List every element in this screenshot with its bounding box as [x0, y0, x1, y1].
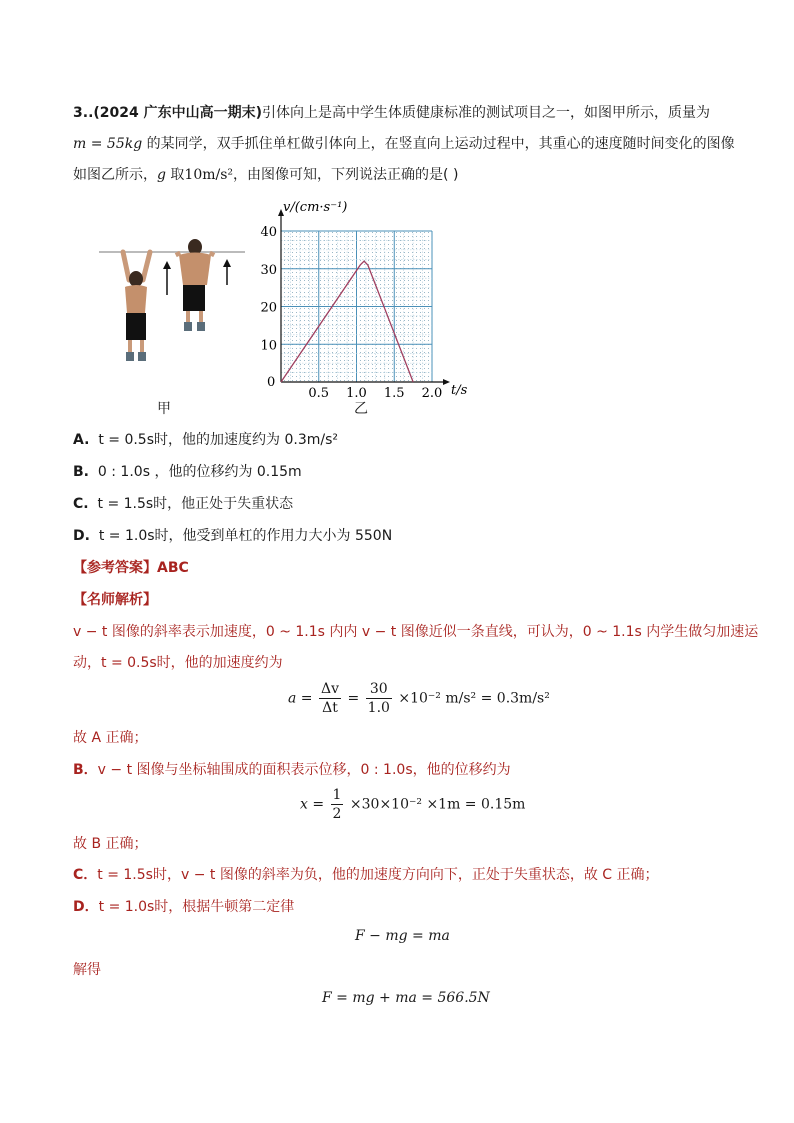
x-tick-label: 0.5	[308, 386, 330, 400]
chart-origin-label: 0	[267, 375, 276, 390]
option-d	[73, 526, 723, 546]
vt-chart	[255, 195, 475, 400]
a-conclusion: 故 A 正确；	[73, 730, 148, 746]
equation-displacement	[300, 786, 525, 823]
eq2-num: 1	[332, 787, 342, 803]
eq1-fraction-1	[319, 680, 341, 717]
analysis-para-1: v − t 图像的斜率表示加速度，0 ~ 1.1s 内内 v − t 图像近似一条直线，可认为，0 ~ 1.1s 内学生做匀加速运	[73, 624, 759, 640]
analysis-d	[73, 897, 723, 917]
eq2-den: 2	[332, 806, 342, 822]
figure-caption-left: 甲	[157, 401, 171, 417]
pullup-illustration	[95, 235, 245, 370]
question-source: .(2024 广东中山高一期末)	[88, 105, 263, 121]
x-tick-label: 1.0	[346, 386, 367, 400]
equation-force: F = mg + ma = 566.5N	[322, 990, 490, 1006]
question-line-3	[73, 165, 723, 185]
y-tick-label: 30	[260, 262, 277, 278]
option-a	[73, 430, 723, 450]
question-text-1: 引体向上是高中学生体质健康标准的测试项目之一，如图甲所示，质量为	[262, 105, 711, 121]
eq2-lhs: x =	[300, 796, 325, 813]
arrowhead-left	[163, 261, 171, 269]
option-a-label: A.	[73, 432, 90, 448]
analysis-c-text: t = 1.5s时，v − t 图像的斜率为负，他的加速度方向向下，正处于失重状态，故 C 正确；	[97, 867, 659, 883]
question-line-1	[73, 103, 723, 123]
x-axis-arrow	[443, 379, 450, 385]
x-tick-label: 2.0	[421, 386, 443, 400]
mass-value: m = 55kg	[73, 136, 143, 152]
question-text-3b: 取	[165, 167, 185, 183]
equation-newton: F − mg = ma	[355, 928, 450, 944]
option-d-label: D.	[73, 528, 90, 544]
eq1-fraction-2	[366, 680, 392, 717]
y-tick-label: 40	[260, 225, 277, 240]
option-c	[73, 494, 723, 514]
analysis-b-text: v − t 图像与坐标轴围成的面积表示位移，0 : 1.0s，他的位移约为	[97, 762, 511, 778]
option-b-label: B.	[73, 464, 89, 480]
y-tick-label: 10	[260, 338, 277, 354]
g-value: 10m/s²	[184, 167, 234, 183]
chart-x-label: t/s	[451, 383, 468, 398]
eq1-equals: =	[347, 690, 360, 707]
figure-caption-right: 乙	[354, 401, 368, 417]
eq1-f1-num: Δv	[320, 681, 340, 697]
x-tick-label: 1.5	[383, 386, 405, 400]
question-line-2	[73, 134, 735, 154]
answer-heading: 【参考答案】ABC	[73, 560, 189, 576]
solve-label: 解得	[73, 962, 101, 978]
eq1-f2-num: 30	[366, 680, 392, 699]
y-tick-label: 20	[260, 300, 277, 316]
analysis-d-text: t = 1.0s时，根据牛顿第二定律	[98, 899, 295, 915]
eq2-rhs: ×30×10⁻² ×1m = 0.15m	[349, 796, 526, 813]
b-conclusion: 故 B 正确；	[73, 836, 148, 852]
eq1-rhs: ×10⁻² m/s² = 0.3m/s²	[398, 690, 550, 707]
equation-acceleration	[288, 680, 550, 717]
analysis-b	[73, 760, 723, 780]
arrowhead-right	[223, 259, 231, 267]
question-text-2: 的某同学，双手抓住单杠做引体向上，在竖直向上运动过程中，其重心的速度随时间变化的图像	[142, 136, 735, 152]
question-text-3a: 如图乙所示，	[73, 167, 157, 183]
analysis-heading: 【名师解析】	[73, 592, 157, 608]
analysis-para-2: 动，t = 0.5s时，他的加速度约为	[73, 655, 283, 671]
chart-y-label: v/(cm·s⁻¹)	[283, 200, 348, 215]
analysis-c	[73, 865, 723, 885]
eq1-f1-den: Δt	[322, 700, 338, 716]
option-c-text: t = 1.5s时，他正处于失重状态	[97, 496, 294, 512]
option-a-text: t = 0.5s时，他的加速度约为 0.3m/s²	[98, 432, 338, 448]
analysis-d-label: D．	[73, 899, 99, 915]
question-number: 3.	[73, 105, 89, 121]
question-text-3c: ，由图像可知，下列说法正确的是( )	[233, 167, 459, 183]
eq1-f2-den: 1.0	[367, 700, 390, 716]
g-symbol: g	[157, 167, 166, 183]
option-c-label: C.	[73, 496, 89, 512]
eq2-fraction	[331, 786, 344, 823]
person-hanging	[123, 252, 150, 361]
eq1-lhs: a =	[288, 690, 313, 707]
analysis-b-label: B．	[73, 762, 98, 778]
analysis-c-label: C．	[73, 867, 98, 883]
option-b-text: 0 : 1.0s ，他的位移约为 0.15m	[97, 464, 302, 480]
option-b	[73, 462, 723, 482]
option-d-text: t = 1.0s时，他受到单杠的作用力大小为 550N	[98, 528, 393, 544]
